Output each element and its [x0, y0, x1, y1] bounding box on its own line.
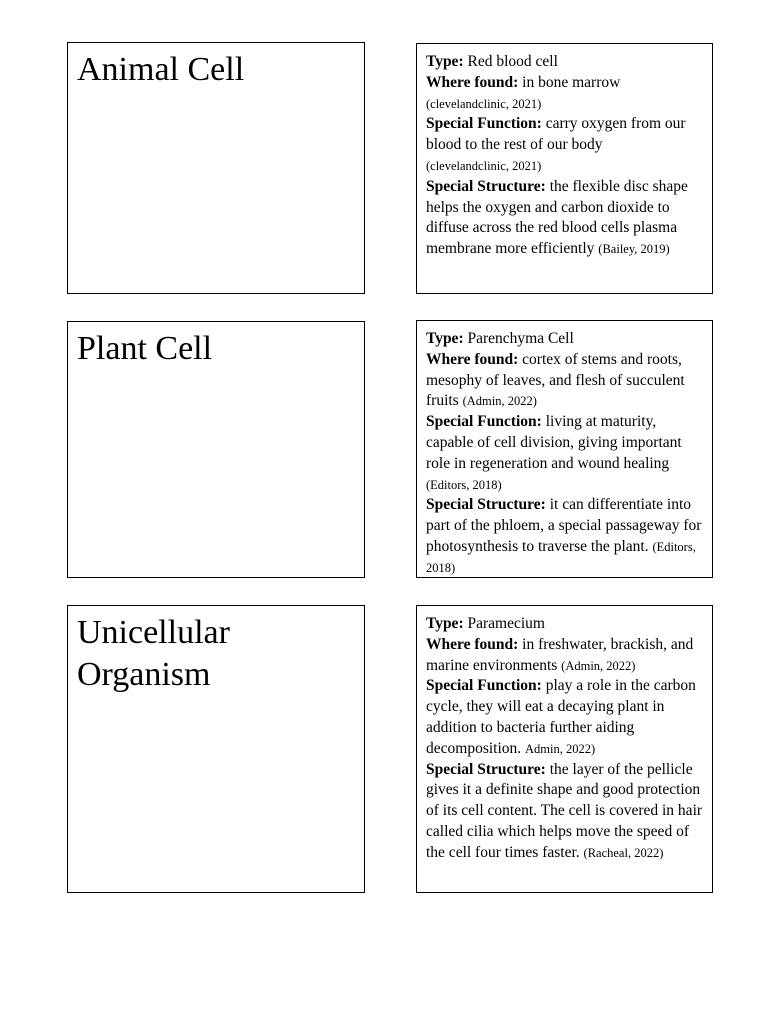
citation: (Admin, 2022) — [462, 394, 537, 409]
type-line: Type: Paramecium — [426, 615, 545, 632]
card-title — [77, 612, 364, 696]
structure-line: Special Structure: the layer of the pellicle gives it a definite shape and good protection of its cell content. The cell is covered in hair called cilia which helps move the speed of the cell four times faster. (Racheal, 2022) — [426, 760, 703, 861]
function-line: Special Function: carry oxygen from our blood to the rest of our body (clevelandclinic, 2021) — [426, 115, 686, 173]
unicellular-info-card — [416, 605, 713, 893]
structure-line: Special Structure: the flexible disc shape helps the oxygen and carbon dioxide to diffuse across the red blood cells plasma membrane more efficiently (Bailey, 2019) — [426, 177, 688, 258]
citation: (Bailey, 2019) — [598, 242, 670, 257]
title-line-1: Unicellular — [77, 614, 230, 651]
citation: (clevelandclinic, 2021) — [426, 158, 542, 173]
plant-cell-title-card — [67, 321, 365, 578]
function-line: Special Function: living at maturity, capable of cell division, giving important role in regeneration and wound healing (Editors, 2018) — [426, 413, 682, 492]
where-line: Where found: in freshwater, brackish, and marine environments (Admin, 2022) — [426, 635, 694, 674]
animal-cell-info-card — [416, 43, 713, 294]
citation: (Admin, 2022) — [561, 658, 636, 673]
card-title: Animal Cell — [77, 51, 245, 88]
card-title: Plant Cell — [77, 330, 213, 367]
type-line: Type: Red blood cell — [426, 53, 558, 70]
structure-line: Special Structure: it can differentiate into part of the phloem, a special passageway for photosynthesis to traverse the plant. (Editors, 2018) — [426, 496, 702, 575]
citation: (clevelandclinic, 2021) — [426, 96, 542, 111]
citation: (Editors, 2018) — [426, 477, 502, 492]
function-line: Special Function: play a role in the carbon cycle, they will eat a decaying plant in addition to bacteria further aiding decomposition. Admin, 2022) — [426, 677, 696, 757]
animal-cell-title-card — [67, 42, 365, 294]
citation: (Editors, 2018) — [426, 539, 696, 575]
plant-cell-info-card — [416, 320, 713, 578]
type-line: Type: Parenchyma Cell — [426, 330, 574, 347]
where-line: Where found: in bone marrow (clevelandclinic, 2021) — [426, 73, 621, 111]
unicellular-title-card — [67, 605, 365, 893]
citation: Admin, 2022) — [525, 741, 596, 756]
where-line: Where found: cortex of stems and roots, mesophy of leaves, and flesh of succulent fruits (Admin, 2022) — [426, 350, 685, 410]
citation: (Racheal, 2022) — [583, 845, 664, 860]
title-line-2: Organism — [77, 656, 211, 693]
